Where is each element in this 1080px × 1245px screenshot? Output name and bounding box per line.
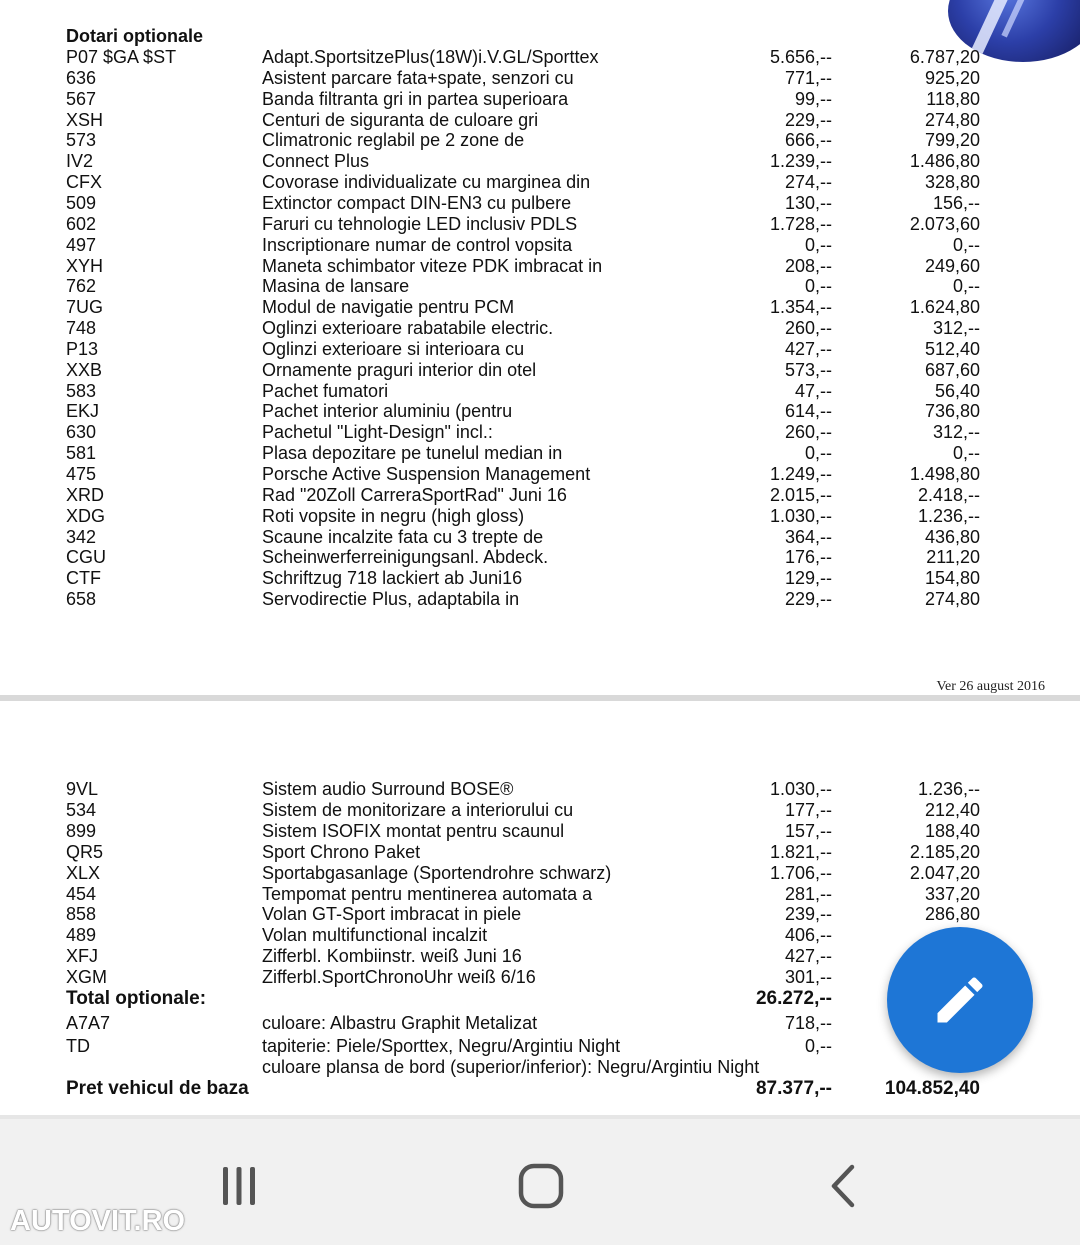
table-row [0,360,1080,381]
item-code: 9VL [66,779,99,799]
gross-price: 56,40 [934,380,980,401]
item-description: Asistent parcare fata+spate, senzori cu [262,67,574,88]
item-description: Adapt.SportsitzePlus(18W)i.V.GL/Sporttex [262,47,599,67]
item-description: Masina de lansare [262,276,410,297]
gross-price: 118,80 [926,88,980,109]
item-code: XXB [66,359,103,380]
table-row [0,464,1080,485]
item-code: EKJ [66,401,100,422]
item-code: XGM [66,967,108,988]
table-row [0,800,1080,821]
item-description: Climatronic reglabil pe 2 zone de [262,130,525,151]
net-price: 229,-- [784,109,832,130]
gross-price: 2.418,-- [917,484,980,505]
watermark: AUTOVIT.RO [10,1205,186,1237]
item-description: Schriftzug 718 lackiert ab Juni16 [262,568,523,589]
net-price: 130,-- [784,192,832,213]
gross-price: 2.185,20 [909,841,980,862]
item-code: 858 [66,904,97,925]
gross-price: 328,80 [924,172,980,193]
gross-price: 156,-- [932,192,980,213]
home-icon [518,1163,564,1209]
gross-price: 274,80 [924,589,980,610]
gross-price: 312,-- [932,318,980,339]
net-price: 2.015,-- [769,484,832,505]
table-row [0,297,1080,318]
net-price: 406,-- [784,925,832,946]
net-price: 260,-- [784,422,832,443]
table-row [0,506,1080,527]
gross-price: 337,20 [924,883,980,904]
item-description: tapiterie: Piele/Sporttex, Negru/Argintiu Night [262,1036,621,1056]
net-price: 771,-- [784,67,832,88]
gross-price: 1.624,80 [909,297,980,318]
net-price: 0,-- [805,276,832,297]
gross-price: 154,80 [924,568,980,589]
item-description: Oglinzi exterioare si interioara cu [262,338,525,359]
item-description: Zifferbl. Kombiinstr. weiß Juni 16 [262,946,522,967]
item-code: 454 [66,883,97,904]
gross-price: 2.073,60 [909,213,980,234]
item-description: Inscriptionare numar de control vopsita [262,234,573,255]
net-price: 1.354,-- [769,297,832,318]
table-row [0,589,1080,610]
item-description: Faruri cu tehnologie LED inclusiv PDLS [262,213,578,234]
item-code: 342 [66,526,97,547]
table-row [0,256,1080,277]
recent-apps-icon [217,1164,261,1208]
table-row [0,47,1080,68]
gross-price: 2.047,20 [909,862,980,883]
table-row [0,779,1080,800]
net-price: 129,-- [784,568,832,589]
gross-price: 687,60 [924,359,980,380]
net-price: 301,-- [784,967,832,988]
item-description: Rad "20Zoll CarreraSportRad" Juni 16 [262,484,567,505]
item-description: Covorase individualizate cu marginea din [262,172,591,193]
item-code: CGU [66,547,106,568]
pencil-icon [930,970,990,1030]
item-code: 534 [66,799,97,820]
item-code: P13 [66,338,99,359]
item-description: culoare: Albastru Graphit Metalizat [262,1013,538,1033]
item-code: A7A7 [66,1013,111,1033]
gross-price: 1.486,80 [909,151,980,172]
item-code: 583 [66,380,97,401]
total-net-price: 26.272,-- [755,988,832,1009]
gross-price: 1.236,-- [917,505,980,526]
total-label: Total optionale: [66,988,207,1009]
table-row [0,904,1080,925]
net-price: 0,-- [805,443,832,464]
net-price: 47,-- [794,380,832,401]
item-code: XLX [66,862,101,883]
net-price: 0,-- [805,234,832,255]
table-row [0,172,1080,193]
base-net-price: 87.377,-- [755,1078,832,1099]
gross-price: 925,20 [924,67,980,88]
net-price: 260,-- [784,318,832,339]
gross-price: 512,40 [924,338,980,359]
item-description: Pachet fumatori [262,380,389,401]
item-description: Servodirectie Plus, adaptabila in [262,589,520,610]
gross-price: 188,40 [924,820,980,841]
net-price: 427,-- [784,338,832,359]
item-description: Sistem de monitorizare a interiorului cu [262,799,574,820]
gross-price: 799,20 [924,130,980,151]
gross-price: 286,80 [924,904,980,925]
item-code: 581 [66,443,97,464]
gross-price: 312,-- [932,422,980,443]
table-row [0,547,1080,568]
item-code: XRD [66,484,105,505]
item-description: Volan multifunctional incalzit [262,925,488,946]
base-price-label: Pret vehicul de baza [66,1078,249,1099]
item-description: Extinctor compact DIN-EN3 cu pulbere [262,192,572,213]
recent-apps-button[interactable] [209,1161,269,1211]
item-description: Tempomat pentru mentinerea automata a [262,883,593,904]
base-gross-price: 104.852,40 [884,1078,980,1099]
table-row [0,401,1080,422]
net-price: 614,-- [784,401,832,422]
item-code: XDG [66,505,106,526]
net-price: 274,-- [784,172,832,193]
item-description: Pachet interior aluminiu (pentru [262,401,513,422]
net-price: 239,-- [784,904,832,925]
item-code: P07 $GA $ST [66,47,177,67]
table-row [0,318,1080,339]
gross-price: 0,-- [953,276,980,297]
item-description: Oglinzi exterioare rabatabile electric. [262,318,554,339]
item-description: Roti vopsite in negru (high gloss) [262,505,525,526]
item-code: 658 [66,589,97,610]
net-price: 157,-- [784,820,832,841]
net-price: 1.821,-- [769,841,832,862]
table-row [0,151,1080,172]
item-code: 762 [66,276,97,297]
item-description: Sportabgasanlage (Sportendrohre schwarz) [262,862,612,883]
table-row [0,214,1080,235]
table-row [0,339,1080,360]
item-code: IV2 [66,151,94,172]
item-code: 636 [66,67,97,88]
item-code: 497 [66,234,97,255]
gross-price: 0,-- [953,443,980,464]
table-row [0,68,1080,89]
edit-fab-button[interactable] [887,927,1033,1073]
table-row [0,842,1080,863]
net-price: 666,-- [784,130,832,151]
item-description: Centuri de siguranta de culoare gri [262,109,539,130]
item-description: Sport Chrono Paket [262,841,421,862]
table-row [0,422,1080,443]
item-description: Sistem audio Surround BOSE® [262,779,514,799]
net-price: 0,-- [805,1036,832,1056]
base-price-row [0,1078,1080,1099]
net-price: 1.728,-- [769,213,832,234]
table-row [0,110,1080,131]
gross-price: 249,60 [924,255,980,276]
gross-price: 736,80 [924,401,980,422]
item-description: Volan GT-Sport imbracat in piele [262,904,522,925]
item-description: Modul de navigatie pentru PCM [262,297,515,318]
item-description: Connect Plus [262,151,370,172]
item-code: 630 [66,422,97,443]
item-description: Pachetul "Light-Design" incl.: [262,422,493,443]
net-price: 208,-- [784,255,832,276]
table-row [0,884,1080,905]
net-price: 1.706,-- [769,862,832,883]
item-code: 573 [66,130,97,151]
back-button[interactable] [814,1161,874,1211]
item-description: Maneta schimbator viteze PDK imbracat in [262,255,603,276]
item-code: XFJ [66,946,99,967]
home-button[interactable] [511,1161,571,1211]
item-code: 748 [66,318,97,339]
item-description: Porsche Active Suspension Management [262,464,591,484]
net-price: 1.030,-- [769,505,832,526]
item-code: TD [66,1036,90,1056]
item-code: QR5 [66,841,104,862]
item-description: Scheinwerferreinigungsanl. Abdeck. [262,547,549,568]
gross-price: 0,-- [953,234,980,255]
item-description: Scaune incalzite fata cu 3 trepte de [262,526,544,547]
gross-price: 436,80 [924,526,980,547]
table-row [0,193,1080,214]
table-row [0,235,1080,256]
back-icon [824,1163,864,1209]
net-price: 427,-- [784,946,832,967]
item-code: 7UG [66,297,104,318]
gross-price: 6.787,20 [909,47,980,67]
table-row [0,821,1080,842]
item-description: Zifferbl.SportChronoUhr weiß 6/16 [262,967,536,988]
table-row [0,89,1080,110]
net-price: 176,-- [784,547,832,568]
item-code: 602 [66,213,97,234]
item-code: 899 [66,820,97,841]
item-code: 509 [66,192,97,213]
net-price: 573,-- [784,359,832,380]
item-description: culoare plansa de bord (superior/inferior): Negru/Argintiu Night [262,1057,760,1077]
item-code: 567 [66,88,97,109]
table-row [0,485,1080,506]
net-price: 1.239,-- [769,151,832,172]
item-description: Ornamente praguri interior din otel [262,359,537,380]
item-description: Sistem ISOFIX montat pentru scaunul [262,820,565,841]
net-price: 229,-- [784,589,832,610]
item-code: CTF [66,568,101,589]
item-description: Banda filtranta gri in partea superioara [262,88,569,109]
item-code: XYH [66,255,104,276]
net-price: 99,-- [794,88,832,109]
table-row [0,863,1080,884]
gross-price: 1.498,80 [909,464,980,484]
table-row [0,381,1080,402]
net-price: 718,-- [784,1013,832,1033]
net-price: 177,-- [784,799,832,820]
table-row [0,130,1080,151]
gross-price: 211,20 [926,547,980,568]
item-description: Plasa depozitare pe tunelul median in [262,443,563,464]
item-code: 475 [66,464,97,484]
net-price: 1.030,-- [769,779,832,799]
item-code: XSH [66,109,104,130]
gross-price: 212,40 [924,799,980,820]
item-code: 489 [66,925,97,946]
table-row [0,443,1080,464]
gross-price: 274,80 [924,109,980,130]
gross-price: 1.236,-- [917,779,980,799]
net-price: 364,-- [784,526,832,547]
table-row [0,527,1080,548]
table-row [0,276,1080,297]
net-price: 281,-- [784,883,832,904]
net-price: 5.656,-- [769,47,832,67]
item-code: CFX [66,172,102,193]
net-price: 1.249,-- [769,464,832,484]
version-note: Ver 26 august 2016 [936,679,1045,694]
section-title: Dotari optionale [66,26,204,46]
table-row [0,568,1080,589]
